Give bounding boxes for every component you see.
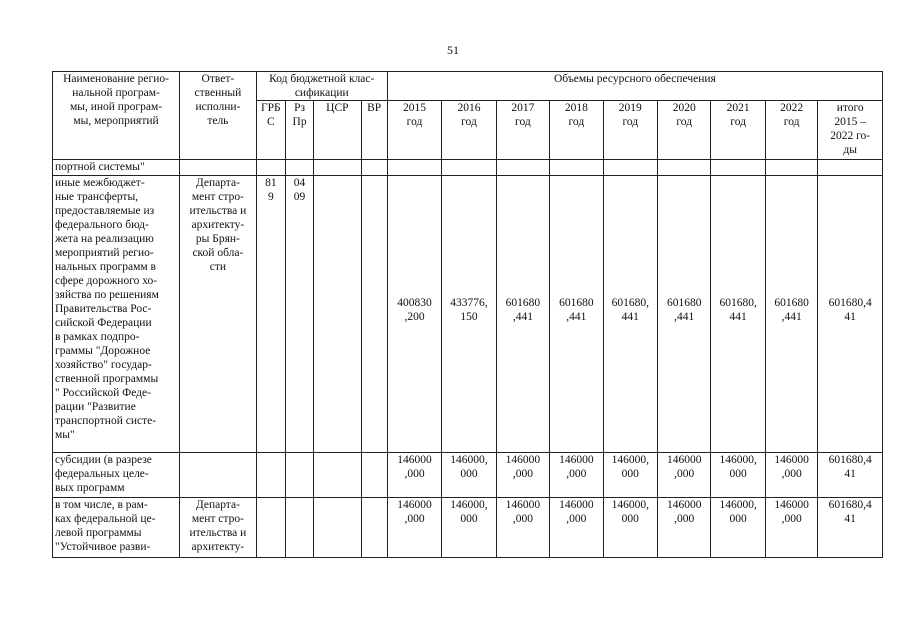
row-rzpr-cell: 04 09 [285,176,313,453]
table-row [53,176,883,453]
row-total-cell: 601680,4 41 [818,176,883,453]
row-value-cell: 146000 ,000 [550,498,603,558]
row-responsible-cell [180,160,257,176]
row-value-cell [658,160,711,176]
row-value-cell [711,160,765,176]
header-year-cell: 2019 год [603,101,657,160]
row-value-cell: 400830 ,200 [387,176,441,453]
row-value-cell: 601680, 441 [711,176,765,453]
row-value-cell [550,160,603,176]
row-grbs-cell [256,453,285,498]
row-value-cell: 146000 ,000 [765,453,817,498]
row-total-cell: 601680,4 41 [818,498,883,558]
row-total-cell: 601680,4 41 [818,453,883,498]
table-row [53,453,883,498]
row-csr-cell [314,176,361,453]
table-row [53,160,883,176]
header-grbs-cell: ГРБ С [256,101,285,160]
header-resources-cell: Объемы ресурсного обеспечения [387,72,882,101]
row-responsible-cell [180,453,257,498]
header-year-cell: 2022 год [765,101,817,160]
row-value-cell: 601680 ,441 [765,176,817,453]
header-vr-cell: ВР [361,101,387,160]
resource-table [52,71,883,558]
row-value-cell: 146000 ,000 [496,453,549,498]
row-value-cell [765,160,817,176]
row-csr-cell [314,498,361,558]
header-year-cell: 2016 год [442,101,496,160]
row-value-cell: 146000 ,000 [387,498,441,558]
row-value-cell: 433776, 150 [442,176,496,453]
row-value-cell [387,160,441,176]
row-value-cell [496,160,549,176]
row-csr-cell [314,160,361,176]
row-value-cell: 146000, 000 [442,498,496,558]
row-value-cell: 146000 ,000 [658,498,711,558]
row-value-cell: 601680 ,441 [550,176,603,453]
header-year-cell: 2018 год [550,101,603,160]
row-name-cell: портной системы" [53,160,180,176]
row-vr-cell [361,498,387,558]
row-grbs-cell: 81 9 [256,176,285,453]
header-year-cell: 2021 год [711,101,765,160]
row-value-cell: 601680 ,441 [658,176,711,453]
table-row [53,498,883,558]
row-vr-cell [361,176,387,453]
row-value-cell [603,160,657,176]
row-value-cell: 146000, 000 [711,453,765,498]
row-name-cell: субсидии (в разрезе федеральных целе- вых программ [53,453,180,498]
row-vr-cell [361,160,387,176]
row-name-cell: в том числе, в рам- ках федеральной це- левой программы "Устойчивое разви- [53,498,180,558]
row-grbs-cell [256,160,285,176]
row-value-cell: 146000, 000 [442,453,496,498]
row-csr-cell [314,453,361,498]
row-value-cell: 601680, 441 [603,176,657,453]
row-value-cell [442,160,496,176]
header-year-cell: 2020 год [658,101,711,160]
row-rzpr-cell [285,453,313,498]
row-responsible-cell: Департа- мент стро- ительства и архитекту- [180,498,257,558]
row-value-cell: 601680 ,441 [496,176,549,453]
row-value-cell: 146000 ,000 [387,453,441,498]
row-rzpr-cell [285,498,313,558]
header-responsible-cell: Ответ- ственный исполни- тель [180,72,257,160]
page-number: 51 [447,43,459,57]
row-vr-cell [361,453,387,498]
row-value-cell: 146000 ,000 [496,498,549,558]
header-rzpr-cell: Рз Пр [285,101,313,160]
row-responsible-cell: Департа- мент стро- ительства и архитекту- ры Брян- ской обла- сти [180,176,257,453]
row-name-cell: иные межбюджет- ные трансферты, предоставляемые из федерального бюд- жета на реализацию мероприятий регио- нальных программ в сфере дорожного хо- зяйства по решениям Правительства Рос- сийской Федерации в рамках подпро- граммы "Дорожное хозяйство" государ- ственной программы " Российской Феде- рации "Развитие транспортной систе- мы" [53,176,180,453]
header-year-cell: 2015 год [387,101,441,160]
row-value-cell: 146000 ,000 [550,453,603,498]
row-total-cell [818,160,883,176]
row-value-cell: 146000, 000 [603,453,657,498]
row-value-cell: 146000 ,000 [658,453,711,498]
row-value-cell: 146000 ,000 [765,498,817,558]
header-name-cell: Наименование регио- нальной програм- мы, иной програм- мы, мероприятий [53,72,180,160]
header-total-cell: итого 2015 – 2022 го- ды [818,101,883,160]
row-grbs-cell [256,498,285,558]
row-value-cell: 146000, 000 [603,498,657,558]
header-year-cell: 2017 год [496,101,549,160]
header-row-1 [53,72,883,101]
row-value-cell: 146000, 000 [711,498,765,558]
row-rzpr-cell [285,160,313,176]
header-budget-code-cell: Код бюджетной клас- сификации [256,72,387,101]
header-csr-cell: ЦСР [314,101,361,160]
